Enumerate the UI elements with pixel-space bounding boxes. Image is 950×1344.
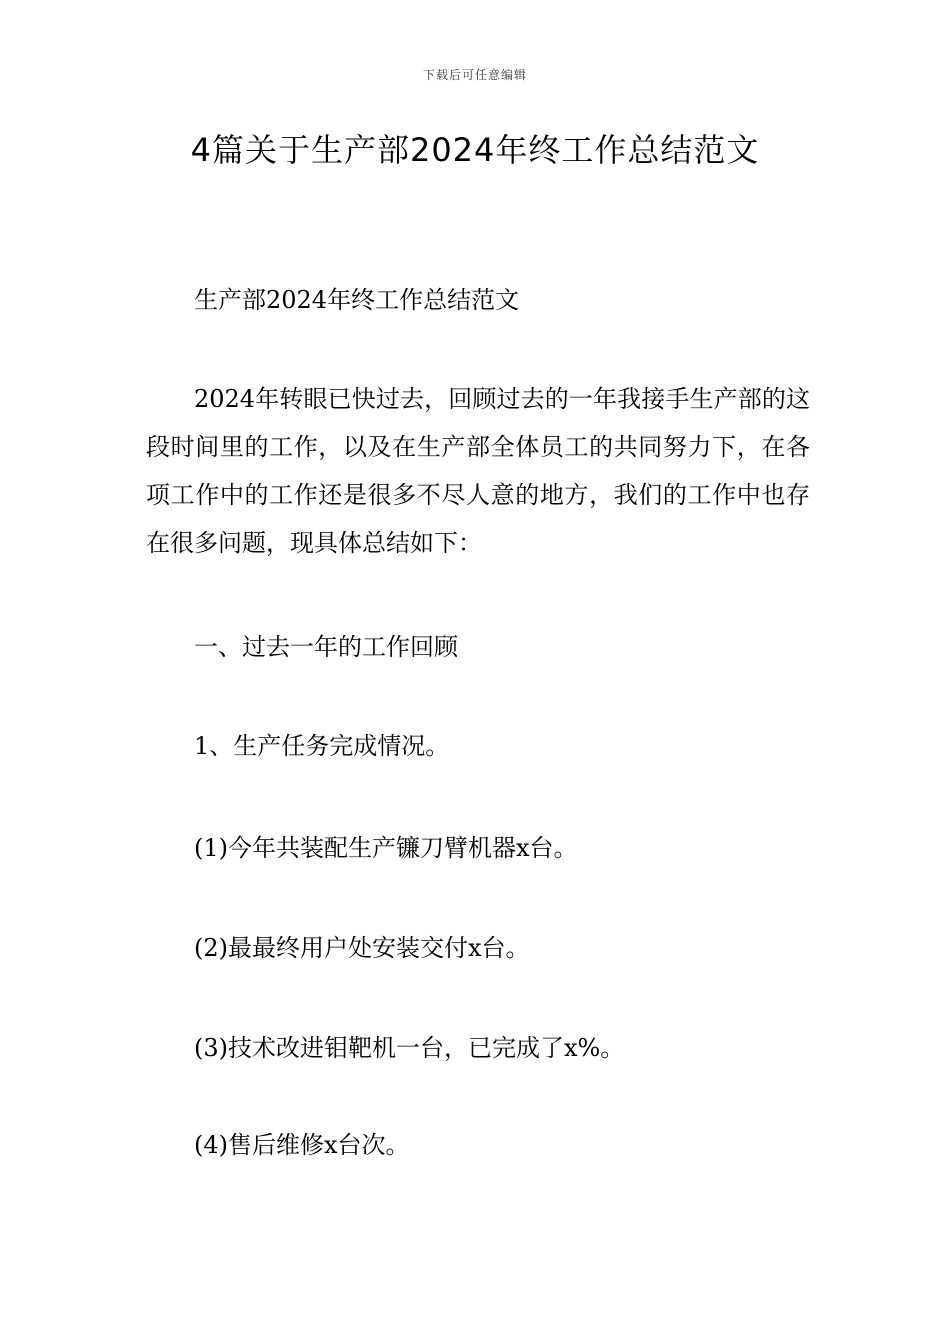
section-heading: 一、过去一年的工作回顾 — [194, 633, 458, 661]
document-subtitle: 生产部2024年终工作总结范文 — [194, 286, 520, 314]
intro-paragraph: 2024年转眼已快过去，回顾过去的一年我接手生产部的这段时间里的工作，以及在生产部全体员工的共同努力下，在各项工作中的工作还是很多不尽人意的地方，我们的工作中也存在很多问题，现具体总结如下： — [146, 385, 810, 557]
document-title: 4篇关于生产部2024年终工作总结范文 — [190, 131, 760, 169]
header-note: 下载后可任意编辑 — [422, 68, 527, 82]
list-item: (2)最最终用户处安装交付x台。 — [194, 934, 530, 962]
list-item: 1、生产任务完成情况。 — [194, 732, 450, 760]
list-item: (3)技术改进钼靶机一台，已完成了x%。 — [194, 1034, 625, 1062]
list-item: (4)售后维修x台次。 — [194, 1131, 410, 1159]
list-item: (1)今年共装配生产镰刀臂机器x台。 — [194, 834, 578, 862]
